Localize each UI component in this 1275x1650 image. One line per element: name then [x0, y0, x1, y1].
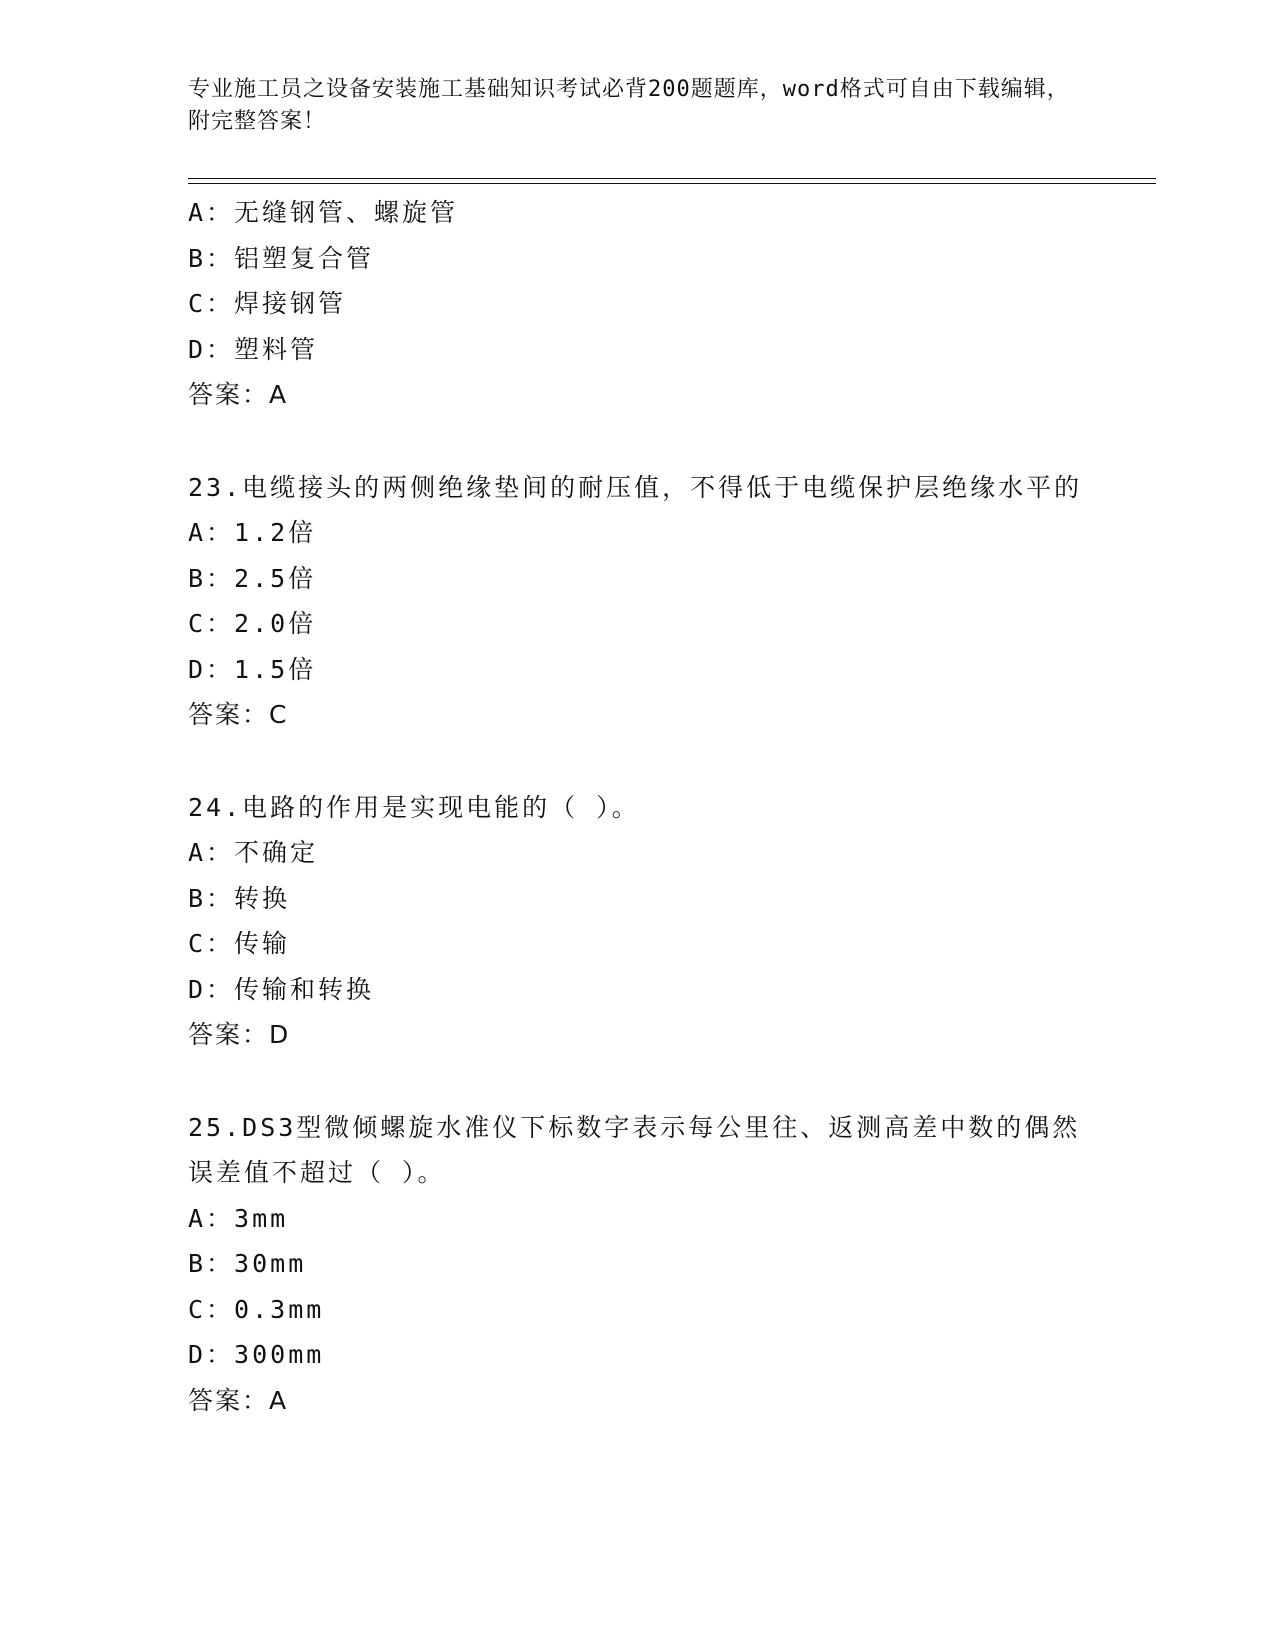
- option-a: A：不确定: [188, 838, 319, 867]
- answer-line: 答案：A: [188, 380, 289, 409]
- partial-question-22: [188, 190, 1088, 418]
- option-c: C：焊接钢管: [188, 289, 347, 318]
- question-text: 23.电缆接头的两侧绝缘垫间的耐压值，不得低于电缆保护层绝缘水平的: [188, 472, 1083, 502]
- question-24: [188, 785, 1088, 1058]
- option-a: A：1.2倍: [188, 518, 317, 547]
- option-b: B：转换: [188, 883, 291, 913]
- answer-line: 答案：C: [188, 700, 289, 729]
- option-d: D：1.5倍: [188, 654, 317, 684]
- option-d: D：300mm: [188, 1340, 325, 1369]
- option-d: D：传输和转换: [188, 974, 375, 1004]
- document-header: 专业施工员之设备安装施工基础知识考试必背200题题库，word格式可自由下载编辑，附完整答案！: [188, 77, 1070, 134]
- option-c: C：2.0倍: [188, 609, 317, 638]
- question-25: [188, 1105, 1088, 1424]
- option-b: B：30mm: [188, 1249, 307, 1278]
- header-divider-top: [188, 178, 1156, 179]
- answer-line: 答案：A: [188, 1385, 289, 1415]
- option-d: D：塑料管: [188, 334, 319, 364]
- option-a: A：无缝钢管、螺旋管: [188, 198, 459, 227]
- question-text: 25.DS3型微倾螺旋水准仪下标数字表示每公里往、返测高差中数的偶然误差值不超过（ ）。: [188, 1112, 1081, 1187]
- question-23: [188, 465, 1088, 738]
- option-c: C：传输: [188, 929, 291, 958]
- option-c: C：0.3mm: [188, 1294, 325, 1324]
- option-a: A：3mm: [188, 1203, 289, 1233]
- option-b: B：2.5倍: [188, 563, 317, 593]
- question-text: 24.电路的作用是实现电能的（ ）。: [188, 792, 640, 822]
- option-b: B：铝塑复合管: [188, 243, 375, 273]
- question-list: [188, 190, 1088, 1423]
- answer-line: 答案：D: [188, 1020, 291, 1049]
- header-divider-bottom: [188, 183, 1156, 184]
